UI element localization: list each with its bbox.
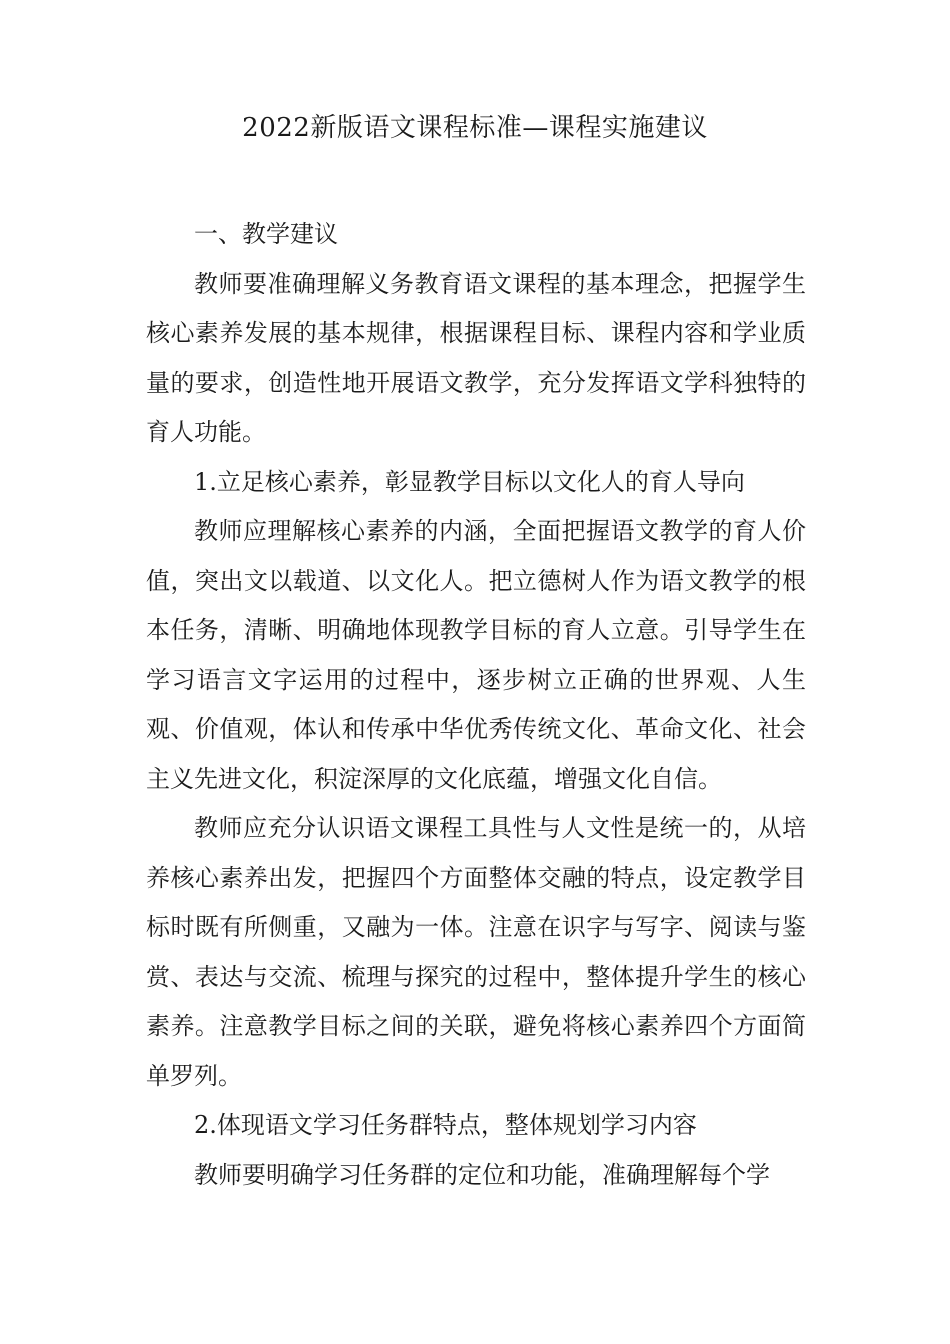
- subheading-task-groups: 2.体现语文学习任务群特点，整体规划学习内容: [194, 1111, 697, 1139]
- paragraph-intro: 教师要准确理解义务教育语文课程的基本理念，把握学生核心素养发展的基本规律，根据课程目标、课程内容和学业质量的要求，创造性地开展语文教学，充分发挥语文学科独特的育人功能。: [146, 269, 806, 446]
- paragraph-core-literacy-2: 教师应充分认识语文课程工具性与人文性是统一的，从培养核心素养出发，把握四个方面整体交融的特点，设定教学目标时既有所侧重，又融为一体。注意在识字与写字、阅读与鉴赏、表达与交流、梳理与探究的过程中，整体提升学生的核心素养。注意教学目标之间的关联，避免将核心素养四个方面简单罗列。: [146, 814, 806, 1090]
- paragraph-core-literacy-1: 教师应理解核心素养的内涵，全面把握语文教学的育人价值，突出文以载道、以文化人。把立德树人作为语文教学的根本任务，清晰、明确地体现教学目标的育人立意。引导学生在学习语言文字运用的过程中，逐步树立正确的世界观、人生观、价值观，体认和传承中华优秀传统文化、革命文化、社会主义先进文化，积淀深厚的文化底蕴，增强文化自信。: [146, 517, 806, 793]
- section-heading-teaching-suggestions: 一、教学建议: [194, 220, 338, 248]
- subheading-core-literacy: 1.立足核心素养，彰显教学目标以文化人的育人导向: [194, 467, 745, 496]
- document-title: 2022新版语文课程标准—课程实施建议: [242, 113, 708, 143]
- paragraph-task-groups: 教师要明确学习任务群的定位和功能，准确理解每个学: [194, 1160, 770, 1189]
- document-body: [146, 210, 806, 1200]
